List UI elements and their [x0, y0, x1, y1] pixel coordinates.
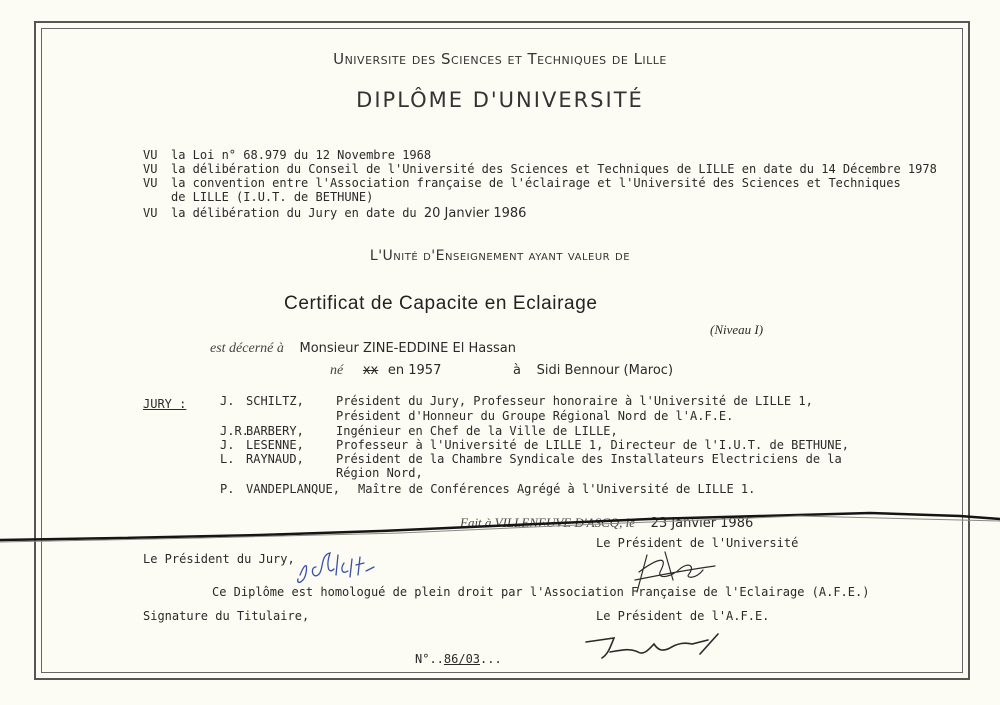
president-jury-label: Le Président du Jury, — [143, 552, 295, 566]
president-universite-label: Le Président de l'Université — [596, 536, 799, 550]
birth-struck: xx — [362, 363, 379, 378]
jury-member-line: Président d'Honneur du Groupe Régional Nord de l'A.F.E. — [336, 409, 734, 423]
vu-line: VU la Loi n° 68.979 du 12 Novembre 1968 — [143, 148, 432, 162]
birth-year: en 1957 — [387, 363, 442, 378]
homologation-line: Ce Diplôme est homologué de plein droit par l'Association Française de l'Eclairage (A.F.E.) — [212, 585, 870, 599]
fait-a-line: Fait à VILLENEUVE D'ASCQ, le 23 Janvier 1986 — [460, 515, 754, 531]
jury-member: J. LESENNE, Professeur à l'Université de LILLE 1, Directeur de l'I.U.T. de BETHUNE, — [220, 438, 849, 452]
jury-deliberation-date: 20 Janvier 1986 — [423, 206, 527, 221]
vu-line: VU la convention entre l'Association française de l'éclairage et l'Université des Sciences et Techniques — [143, 176, 901, 190]
signature-jury-president — [290, 545, 385, 590]
jury-member: J. SCHILTZ, Président du Jury, Professeur honoraire à l'Université de LILLE 1, — [220, 394, 813, 408]
jury-member: L. RAYNAUD, Président de la Chambre Syndicale des Installateurs Electriciens de la — [220, 452, 842, 466]
signature-titulaire-label: Signature du Titulaire, — [143, 609, 310, 623]
signature-afe-president — [580, 628, 730, 668]
recipient-name: Monsieur ZINE-EDDINE El Hassan — [299, 341, 516, 356]
certificate-level: (Niveau I) — [710, 322, 764, 337]
diploma-number-value: 86/03 — [443, 652, 481, 666]
diploma-number: N°..86/03... — [415, 652, 502, 666]
jury-member-line: Région Nord, — [336, 466, 423, 480]
vu-line: VU la délibération du Jury en date du 20 Janvier 1986 — [143, 206, 527, 221]
vu-line: de LILLE (I.U.T. de BETHUNE) — [171, 190, 374, 204]
birth-place: Sidi Bennour (Maroc) — [536, 363, 674, 378]
jury-member: P. VANDEPLANQUE, Maître de Conférences Agrégé à l'Université de LILLE 1. — [220, 482, 756, 496]
university-name: Universite des Sciences et Techniques de Lille — [333, 50, 667, 68]
jury-label: JURY : — [143, 397, 187, 411]
decerne-label: est décerné à — [210, 341, 284, 356]
birth-line: né xx en 1957 — [330, 363, 442, 378]
president-afe-label: Le Président de l'A.F.E. — [596, 609, 770, 623]
diploma-title: DIPLÔME D'UNIVERSITÉ — [356, 88, 644, 112]
birth-place-line: à Sidi Bennour (Maroc) — [513, 363, 674, 378]
unite-line: L'Unité d'Enseignement ayant valeur de — [369, 248, 631, 264]
jury-member: J.R.BARBERY, Ingénieur en Chef de la Ville de LILLE, — [220, 424, 618, 438]
recipient-line — [210, 337, 516, 357]
fait-date: 23 Janvier 1986 — [650, 516, 754, 531]
tear-line — [0, 505, 1000, 550]
vu-line: VU la délibération du Conseil de l'Université des Sciences et Techniques de LILLE en date du 14 Décembre 1978 — [143, 162, 937, 176]
certificate-title: Certificat de Capacite en Eclairage — [284, 293, 598, 314]
